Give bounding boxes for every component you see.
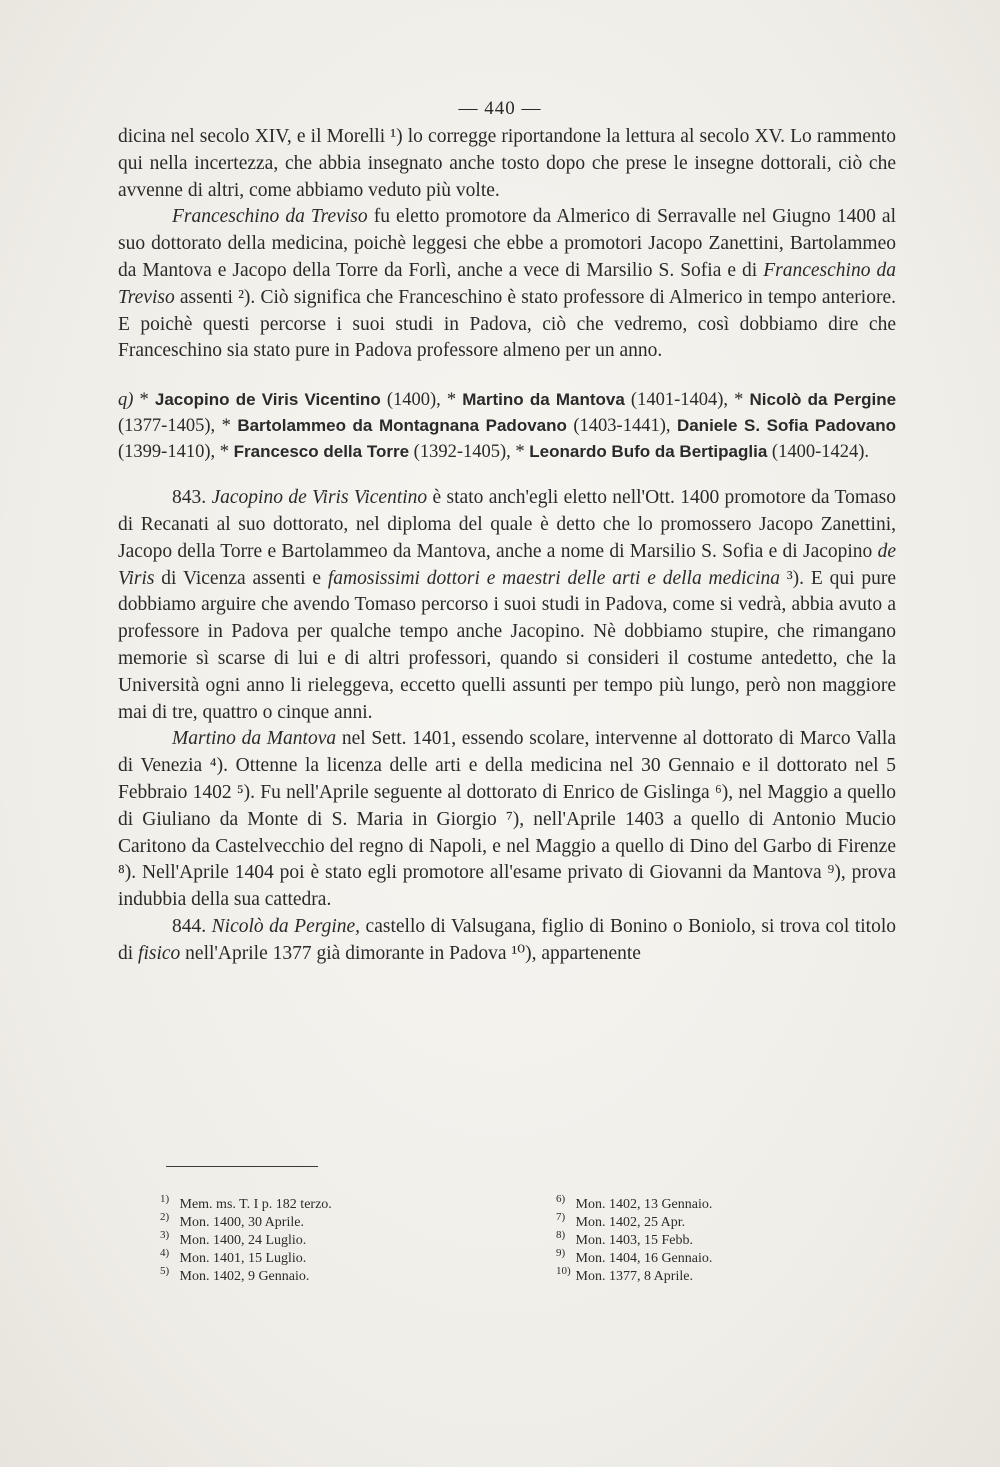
footnote-text: Mon. 1400, 24 Luglio. bbox=[179, 1233, 307, 1248]
footnote: 3) Mon. 1400, 24 Luglio. bbox=[160, 1229, 307, 1248]
section-label: q) bbox=[118, 390, 134, 411]
paragraph-martino bbox=[118, 726, 896, 914]
page-number: — 440 — bbox=[458, 98, 542, 119]
footnote-text: Mon. 1377, 8 Aprile. bbox=[575, 1269, 693, 1284]
section-q-dates: (1400), bbox=[380, 390, 447, 411]
section-q-star: * bbox=[139, 390, 155, 411]
paragraph-text: fu eletto promotore da Almerico di Serravalle nel Giugno 1400 al suo dottorato della medicina, poichè leggesi che ebbe a promotori Jacopo Zanettini, Bartolammeo da Mantova e Jacopo della Torre da Forlì, anche a vece di Marsilio S. Sofia e di bbox=[118, 206, 896, 281]
footnote-text: Mon. 1404, 16 Gennaio. bbox=[575, 1251, 713, 1266]
footnote: 1) Mem. ms. T. I p. 182 terzo. bbox=[160, 1193, 332, 1212]
section-q-dates: (1401-1404), bbox=[624, 390, 735, 411]
footnote-divider bbox=[166, 1166, 318, 1167]
section-q-name: Daniele S. Sofia Padovano bbox=[676, 416, 897, 436]
section-q-star: * bbox=[221, 416, 238, 437]
paragraph-844 bbox=[118, 914, 896, 968]
section-q-heading bbox=[118, 387, 896, 465]
person-name: Franceschino da Treviso bbox=[118, 259, 896, 308]
footnote-text: Mon. 1403, 15 Febb. bbox=[575, 1233, 693, 1248]
italic-phrase: famosissimi dottori e maestri delle arti e della medicina bbox=[327, 567, 780, 589]
section-q-name: Leonardo Bufo da Bertipaglia bbox=[529, 442, 768, 462]
paragraph-text: nel Sett. 1401, essendo scolare, intervenne al dottorato di Marco Valla di Venezia ⁴). Ottenne la licenza delle arti e della medicina nel 30 Gennaio e il dottorato nel 5 Febbraio 1402 ⁵). Fu nell'Aprile seguente al dottorato di Enrico de Gislinga ⁶), nel Maggio a quello di Giuliano da Monte di S. Maria in Giorgio ⁷), nell'Aprile 1403 a quello di Antonio Mucio Caritono da Castelvecchio del regno di Napoli, e nel Maggio a quello di Dino del Garbo di Firenze ⁸). Nell'Aprile 1404 poi è stato egli promotore all'esame privato di Giovanni da Mantova ⁹), prova indubbia della sua cattedra. bbox=[118, 728, 897, 911]
section-q-dates: (1377-1405), bbox=[118, 416, 222, 437]
section-q-star: * bbox=[734, 390, 750, 411]
section-q-name: Jacopino de Viris Vicentino bbox=[154, 390, 381, 410]
paragraph-continuation: dicina nel secolo XIV, e il Morelli ¹) lo corregge riportandone la lettura al secolo XV. Lo rammento qui nella incertezza, che abbia insegnato anche tosto dopo che prese le insegne dottorali, ciò che avvenne di altri, come abbiamo veduto più volte. bbox=[118, 126, 896, 201]
footnote: 5) Mon. 1402, 9 Gennaio. bbox=[160, 1265, 310, 1284]
italic-phrase: fisico bbox=[138, 942, 181, 964]
section-q-dates: (1392-1405), bbox=[409, 442, 516, 463]
section-q-star: * bbox=[446, 390, 463, 411]
section-q-dates: (1399-1410), bbox=[118, 442, 220, 463]
footnote: 2) Mon. 1400, 30 Aprile. bbox=[160, 1211, 304, 1230]
section-q-dates: (1400-1424). bbox=[767, 442, 870, 463]
footnote-text: Mon. 1400, 30 Aprile. bbox=[179, 1215, 304, 1230]
paragraph-franceschino bbox=[118, 204, 896, 365]
section-q-star: * bbox=[219, 442, 234, 463]
body-text bbox=[118, 124, 896, 968]
footnote-text: Mon. 1402, 13 Gennaio. bbox=[575, 1197, 713, 1212]
footnotes-right bbox=[556, 1193, 886, 1286]
paragraph-text: assenti ²). Ciò significa che Franceschino è stato professore di Almerico in tempo anteriore. E poichè questi percorse i suoi studi in Padova, ciò che vedremo, così dobbiamo dire che Franceschino sia stato pure in Padova professore almeno per un anno. bbox=[118, 286, 896, 362]
footnote: 7) Mon. 1402, 25 Apr. bbox=[556, 1211, 686, 1230]
paragraph-text: nell'Aprile 1377 già dimorante in Padova ¹⁰), appartenente bbox=[180, 942, 641, 964]
section-q-name: Nicolò da Pergine bbox=[749, 390, 897, 410]
section-q-star: * bbox=[515, 442, 530, 463]
footnote: 10) Mon. 1377, 8 Aprile. bbox=[556, 1265, 693, 1284]
paragraph-text: è stato anch'egli eletto nell'Ott. 1400 promotore da Tomaso di Recanati al suo dottorato, nel diploma del quale è detto che lo promossero Jacopo Zanettini, Jacopo della Torre e Bartolammeo da Mantova, anche a nome di Marsilio S. Sofia e di Jacopino bbox=[118, 487, 897, 562]
section-q-name: Francesco della Torre bbox=[233, 442, 410, 462]
footnote-text: Mon. 1402, 25 Apr. bbox=[575, 1215, 686, 1230]
italic-phrase: de Viris bbox=[118, 540, 896, 589]
person-name: Jacopino de Viris Vicentino bbox=[211, 487, 428, 509]
section-q-name: Bartolammeo da Montagnana Padovano bbox=[237, 416, 567, 436]
footnote: 6) Mon. 1402, 13 Gennaio. bbox=[556, 1193, 713, 1212]
footnote: 8) Mon. 1403, 15 Febb. bbox=[556, 1229, 693, 1248]
section-q-name: Martino da Mantova bbox=[462, 390, 625, 410]
footnote-text: Mon. 1401, 15 Luglio. bbox=[179, 1251, 307, 1266]
paragraph-text: ³). E qui pure dobbiamo arguire che avendo Tomaso percorso i suoi studi in Padova, come si vedrà, abbia avuto a professore in Padova per qualche tempo anche Jacopino. Nè dobbiamo stupire, che rimangano memorie sì scarse di lui e di altri professori, quando si consideri il costume antedetto, che la Università ogni anno li rieleggeva, eccetto quelli assunti per tempo più lungo, però non maggiore mai di tre, quattro o cinque anni. bbox=[118, 567, 896, 723]
paragraph-text: di Vicenza assenti e bbox=[154, 567, 328, 589]
section-q-dates: (1403-1441), bbox=[566, 416, 677, 437]
paragraph-843 bbox=[118, 485, 896, 726]
footnote-text: Mon. 1402, 9 Gennaio. bbox=[179, 1269, 310, 1284]
footnote: 9) Mon. 1404, 16 Gennaio. bbox=[556, 1247, 713, 1266]
footnotes-left bbox=[160, 1193, 490, 1286]
section-q-items bbox=[118, 390, 896, 462]
paragraph-number: 844. bbox=[172, 915, 212, 937]
person-name: Nicolò da Pergine, bbox=[211, 915, 361, 937]
paragraph-text: castello di Valsugana, figlio di Bonino o Boniolo, si trova col titolo di bbox=[118, 915, 896, 964]
footnote-text: Mem. ms. T. I p. 182 terzo. bbox=[179, 1197, 332, 1212]
footnote: 4) Mon. 1401, 15 Luglio. bbox=[160, 1247, 307, 1266]
paragraph-number: 843. bbox=[172, 487, 212, 509]
person-name: Franceschino da Treviso bbox=[172, 206, 368, 228]
person-name: Martino da Mantova bbox=[172, 728, 337, 750]
